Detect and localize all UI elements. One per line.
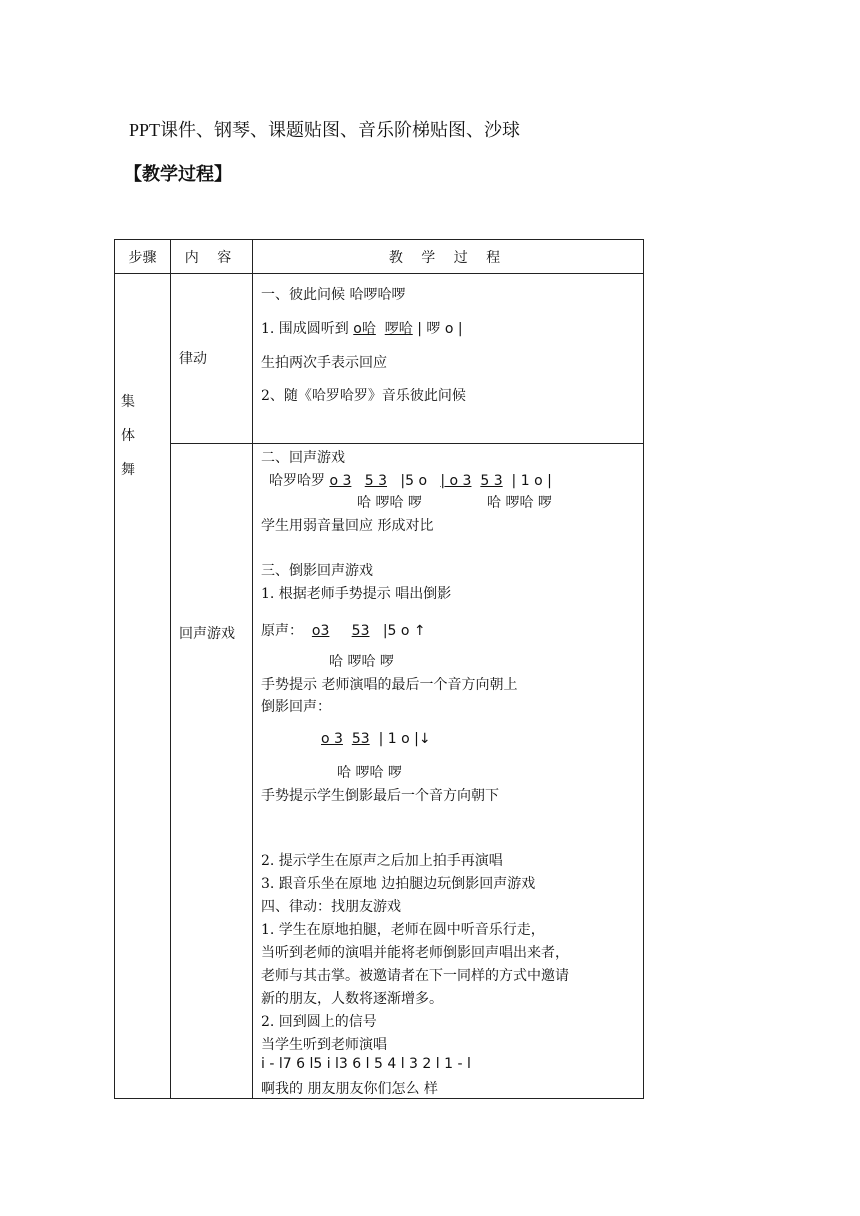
text-line: 当学生听到老师演唱 — [261, 1037, 387, 1053]
table-row — [115, 444, 644, 1099]
notation-line: o 3 53 | 1 o |↓ — [321, 731, 431, 747]
content-cell — [171, 274, 253, 444]
process-cell — [253, 444, 644, 1099]
content-cell — [171, 444, 253, 1099]
text-line: 2. 提示学生在原声之后加上拍手再演唱 — [261, 853, 503, 869]
text-line: 2、随《哈罗哈罗》音乐彼此问候 — [261, 388, 466, 404]
text-line: 手势提示学生倒影最后一个音方向朝下 — [261, 788, 499, 804]
text-line: 四、律动：找朋友游戏 — [261, 899, 401, 915]
text-line: 一、彼此问候 哈啰哈啰 — [261, 287, 406, 303]
header-step: 步骤 — [115, 240, 171, 274]
lyric-line: 哈 啰哈 啰 — [329, 654, 394, 670]
text-line: 1. 围成圆听到 o哈 啰哈 | 啰 o | — [261, 321, 463, 337]
section-heading: 【教学过程】 — [124, 164, 232, 185]
text-line: 1. 学生在原地拍腿，老师在圆中听音乐行走， — [261, 922, 545, 938]
text-line: 三、倒影回声游戏 — [261, 563, 373, 579]
header-process: 教 学 过 程 — [253, 240, 644, 274]
notation-line: 原声： o3 53 |5 o ↑ — [261, 623, 426, 639]
text-line: 手势提示 老师演唱的最后一个音方向朝上 — [261, 677, 518, 693]
notation-line: 哈罗哈罗 o 3 5 3 |5 o | o 3 5 3 | 1 o | — [269, 473, 552, 489]
text-line: 当听到老师的演唱并能将老师倒影回声唱出来者， — [261, 945, 569, 961]
table-row — [115, 274, 644, 444]
content-label: 回声游戏 — [179, 626, 235, 642]
text-line: 生拍两次手表示回应 — [261, 355, 387, 371]
notation-line: i - l7 6 l5 i l3 6 l 5 4 l 3 2 l 1 - l — [261, 1056, 471, 1072]
step-label: 集 体 舞 — [121, 394, 135, 478]
lyric-line: 哈 啰哈 啰 — [487, 495, 552, 511]
text-line: 老师与其击掌。被邀请者在下一同样的方式中邀请 — [261, 968, 569, 984]
lesson-table — [114, 239, 644, 1099]
process-cell — [253, 274, 644, 444]
step-cell — [115, 274, 171, 1099]
text-line: 倒影回声： — [261, 699, 331, 715]
text-line: 1. 根据老师手势提示 唱出倒影 — [261, 586, 452, 602]
lyric-line: 哈 啰哈 啰 — [357, 495, 422, 511]
text-line: 新的朋友，人数将逐渐增多。 — [261, 991, 443, 1007]
text-line: 学生用弱音量回应 形成对比 — [261, 518, 434, 534]
text-line: 二、回声游戏 — [261, 450, 345, 466]
materials-line: PPT课件、钢琴、课题贴图、音乐阶梯贴图、沙球 — [129, 120, 521, 140]
text-line: 3. 跟音乐坐在原地 边拍腿边玩倒影回声游戏 — [261, 876, 536, 892]
lyric-line: 哈 啰哈 啰 — [337, 765, 402, 781]
content-label: 律动 — [179, 351, 207, 367]
header-content: 内 容 — [171, 240, 253, 274]
table-header-row — [115, 240, 644, 274]
text-line: 2. 回到圆上的信号 — [261, 1014, 377, 1030]
lyric-line: 啊我的 朋友朋友你们怎么 样 — [261, 1081, 438, 1097]
